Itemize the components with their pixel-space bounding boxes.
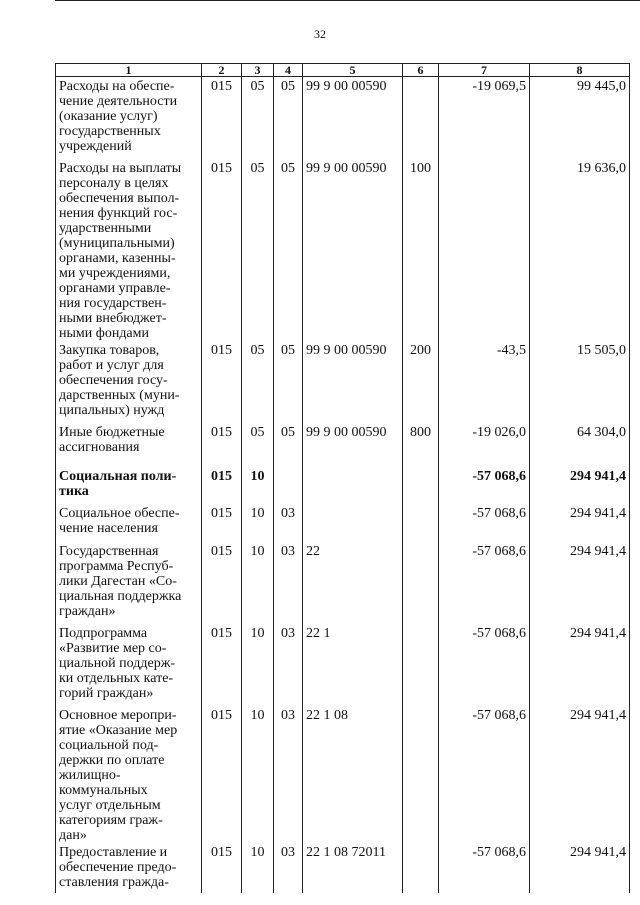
row-col-6 <box>403 624 439 706</box>
table-row <box>56 423 630 467</box>
row-col-3: 10 <box>242 843 274 893</box>
column-header: 4 <box>274 64 303 77</box>
row-col-2: 015 <box>202 542 242 624</box>
row-col-8: 294 941,4 <box>530 504 630 542</box>
row-col-6 <box>403 542 439 624</box>
row-col-7: -19 026,0 <box>439 423 530 467</box>
top-rule <box>55 0 640 1</box>
column-header: 6 <box>403 64 439 77</box>
row-col-7: -19 069,5 <box>439 77 530 159</box>
column-header: 8 <box>530 64 630 77</box>
row-col-7: -57 068,6 <box>439 504 530 542</box>
row-col-2: 015 <box>202 341 242 423</box>
row-col-8: 15 505,0 <box>530 341 630 423</box>
row-col-3: 10 <box>242 706 274 843</box>
row-col-5: 22 <box>303 542 403 624</box>
row-col-2: 015 <box>202 706 242 843</box>
row-col-7 <box>439 159 530 341</box>
row-col-4 <box>274 467 303 504</box>
row-col-8: 294 941,4 <box>530 467 630 504</box>
row-col-3: 10 <box>242 624 274 706</box>
column-header: 7 <box>439 64 530 77</box>
row-name: Подпрограмма «Развитие мер со- циальной поддерж- ки отдельных кате- горий граждан» <box>56 624 202 706</box>
row-col-7: -43,5 <box>439 341 530 423</box>
row-col-5: 99 9 00 00590 <box>303 341 403 423</box>
row-col-3: 10 <box>242 504 274 542</box>
row-col-8: 99 445,0 <box>530 77 630 159</box>
row-col-4: 05 <box>274 77 303 159</box>
row-col-8: 64 304,0 <box>530 423 630 467</box>
row-col-3: 05 <box>242 341 274 423</box>
row-col-8: 19 636,0 <box>530 159 630 341</box>
table-row <box>56 504 630 542</box>
row-col-2: 015 <box>202 467 242 504</box>
row-col-2: 015 <box>202 504 242 542</box>
row-col-5: 99 9 00 00590 <box>303 159 403 341</box>
row-name: Основное меропри- ятие «Оказание мер социальной под- держки по оплате жилищно- коммунальных услуг отдельным категориям граж- дан» <box>56 706 202 843</box>
row-col-5: 99 9 00 00590 <box>303 77 403 159</box>
row-name: Предоставление и обеспечение предо- ставления гражда- <box>56 843 202 893</box>
row-col-5 <box>303 504 403 542</box>
row-col-4: 03 <box>274 504 303 542</box>
row-col-4: 05 <box>274 423 303 467</box>
row-name: Расходы на обеспе- чение деятельности (оказание услуг) государственных учреждений <box>56 77 202 159</box>
row-col-6: 100 <box>403 159 439 341</box>
row-col-2: 015 <box>202 624 242 706</box>
row-name: Расходы на выплаты персоналу в целях обеспечения выпол- нения функций гос- ударственными (муниципальными) органами, казенны- ми учреждениями, органами управле- ния государствен- ными внебюджет- ными фондами <box>56 159 202 341</box>
row-col-6 <box>403 706 439 843</box>
row-col-8: 294 941,4 <box>530 542 630 624</box>
row-col-2: 015 <box>202 77 242 159</box>
row-col-6: 800 <box>403 423 439 467</box>
table-row <box>56 77 630 159</box>
row-col-4: 03 <box>274 706 303 843</box>
row-col-7: -57 068,6 <box>439 542 530 624</box>
table-row <box>56 706 630 843</box>
table-row <box>56 843 630 893</box>
row-col-6 <box>403 467 439 504</box>
row-col-3: 05 <box>242 423 274 467</box>
column-header: 1 <box>56 64 202 77</box>
table-row <box>56 159 630 341</box>
row-col-4: 03 <box>274 624 303 706</box>
row-col-7: -57 068,6 <box>439 624 530 706</box>
row-col-2: 015 <box>202 159 242 341</box>
row-name: Иные бюджетные ассигнования <box>56 423 202 467</box>
page-number: 32 <box>314 27 326 41</box>
row-col-4: 03 <box>274 542 303 624</box>
row-col-7: -57 068,6 <box>439 843 530 893</box>
row-col-4: 05 <box>274 159 303 341</box>
row-name: Государственная программа Респуб- лики Дагестан «Со- циальная поддержка граждан» <box>56 542 202 624</box>
row-col-6: 200 <box>403 341 439 423</box>
row-name: Закупка товаров, работ и услуг для обеспечения госу- дарственных (муни- ципальных) нужд <box>56 341 202 423</box>
header-row <box>56 64 630 77</box>
row-col-7: -57 068,6 <box>439 467 530 504</box>
row-col-5: 22 1 08 72011 <box>303 843 403 893</box>
table-row <box>56 341 630 423</box>
row-name: Социальное обеспе- чение населения <box>56 504 202 542</box>
row-col-6 <box>403 843 439 893</box>
row-col-3: 05 <box>242 77 274 159</box>
row-col-8: 294 941,4 <box>530 706 630 843</box>
column-header: 3 <box>242 64 274 77</box>
column-header: 5 <box>303 64 403 77</box>
row-col-5: 22 1 <box>303 624 403 706</box>
table-row <box>56 624 630 706</box>
row-col-7: -57 068,6 <box>439 706 530 843</box>
row-col-5 <box>303 467 403 504</box>
row-col-6 <box>403 504 439 542</box>
row-col-3: 10 <box>242 542 274 624</box>
row-col-3: 05 <box>242 159 274 341</box>
row-col-4: 03 <box>274 843 303 893</box>
row-col-5: 99 9 00 00590 <box>303 423 403 467</box>
row-col-8: 294 941,4 <box>530 624 630 706</box>
row-col-5: 22 1 08 <box>303 706 403 843</box>
row-col-2: 015 <box>202 423 242 467</box>
table-row <box>56 542 630 624</box>
row-col-8: 294 941,4 <box>530 843 630 893</box>
row-col-2: 015 <box>202 843 242 893</box>
row-name: Социальная поли- тика <box>56 467 202 504</box>
column-header: 2 <box>202 64 242 77</box>
budget-table <box>55 63 630 893</box>
row-col-3: 10 <box>242 467 274 504</box>
table-row <box>56 467 630 504</box>
row-col-6 <box>403 77 439 159</box>
row-col-4: 05 <box>274 341 303 423</box>
